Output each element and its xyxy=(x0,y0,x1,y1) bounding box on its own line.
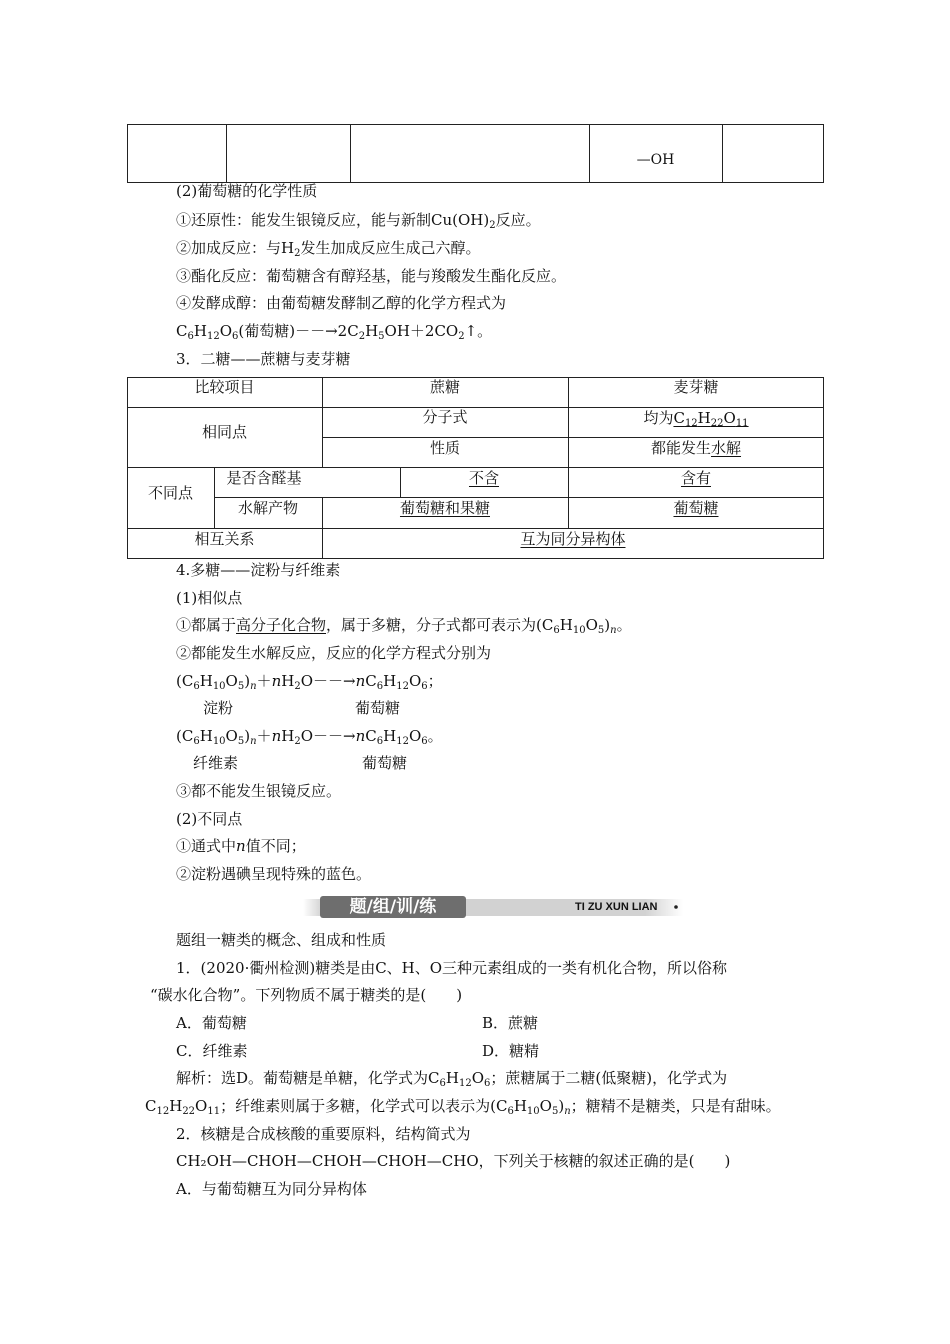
question-2-line-1: 2．核糖是合成核酸的重要原料，结构简式为 xyxy=(176,1125,471,1143)
question-1-option-a: A．葡萄糖 xyxy=(176,1014,247,1032)
hydrolysis-sucrose: 葡萄糖和果糖 xyxy=(399,499,490,517)
similarity-item-2: ②都能发生水解反应，反应的化学方程式分别为 xyxy=(176,644,492,662)
starch-label: 淀粉 xyxy=(203,699,234,717)
esterification-line: ③酯化反应：葡萄糖含有醇羟基，能与羧酸发生酯化反应。 xyxy=(176,267,567,285)
question-1-answer-line-2: $C_{12}H_{22}O_{11}$；纤维素则属于多糖，化学式可以表示为$(C_6H_{10}O_5)_n$；糖精不是糖类，只是有甜味。 xyxy=(145,1097,781,1117)
answer-part: 解析：选D。葡萄糖是单糖，化学式为 xyxy=(176,1069,429,1087)
same-points-label: 相同点 xyxy=(201,423,247,441)
top-table-hydroxyl-cell: —OH xyxy=(636,152,675,168)
question-1-line-2: “碳水化合物”。下列物质不属于糖类的是( ) xyxy=(150,986,463,1004)
question-2-line-2: CH₂OH—CHOH—CHOH—CHOH—CHO，下列关于核糖的叙述正确的是( ) xyxy=(176,1152,731,1170)
question-2-option-a: A．与葡萄糖互为同分异构体 xyxy=(176,1180,367,1198)
question-1-option-b: B．蔗糖 xyxy=(482,1014,539,1032)
exercise-group-title: 题组一糖类的概念、组成和性质 xyxy=(176,931,387,949)
reducibility-tail: 反应。 xyxy=(495,211,541,229)
formula-value xyxy=(568,408,824,428)
difference-item-1: ①通式中n值不同； xyxy=(176,837,306,855)
diff-points-label: 不同点 xyxy=(147,484,193,502)
property-label: 性质 xyxy=(429,439,460,457)
starch-hydrolysis-equation: $(C_6H_{10}O_5)_n+nH_2O--\to nC_6H_{12}O_6$； xyxy=(176,672,443,692)
section-heading: 4.多糖——淀粉与纤维素 xyxy=(176,561,341,579)
glucose-label: (葡萄糖) xyxy=(238,322,296,340)
similarity-heading: (1)相似点 xyxy=(176,589,243,607)
formula-prefix: 均为 xyxy=(643,409,674,427)
formula-label: 分子式 xyxy=(422,408,468,426)
relation-value: 互为同分异构体 xyxy=(520,530,626,548)
reducibility-line: ①还原性：能发生银镜反应，能与新制$Cu(OH)_2$反应。 xyxy=(176,211,541,231)
addition-line: ②加成反应：与$H_2$发生加成反应生成己六醇。 xyxy=(176,239,481,259)
property-prefix: 都能发生 xyxy=(650,439,711,457)
property-value xyxy=(568,438,824,458)
question-1-option-d: D．糖精 xyxy=(482,1042,540,1060)
question-1-line-1: 1．(2020·衢州检测)糖类是由C、H、O三种元素组成的一类有机化合物，所以俗称 xyxy=(176,959,728,977)
answer-part: ；蔗糖属于二糖(低聚糖)，化学式为 xyxy=(490,1069,728,1087)
top-table-divider xyxy=(722,124,723,183)
cellulose-label: 纤维素 xyxy=(193,754,239,772)
banner-pinyin: TI ZU XUN LIAN xyxy=(575,901,658,913)
addition-tail: 发生加成反应生成己六醇。 xyxy=(300,239,481,257)
hydrolysis-label: 水解产物 xyxy=(237,499,298,517)
answer-part: ；糖精不是糖类，只是有甜味。 xyxy=(570,1097,781,1115)
reducibility-text: ①还原性：能发生银镜反应，能与新制Cu(OH) xyxy=(176,211,490,229)
question-1-option-c: C．纤维素 xyxy=(176,1042,248,1060)
fermentation-equation: $C_6H_{12}O_6$(葡萄糖)$--\to 2C_2H_5OH+2CO_2↑$。 xyxy=(176,322,493,342)
difference-item-1-post: 值不同； xyxy=(245,837,306,855)
section-heading: (2)葡萄糖的化学性质 xyxy=(176,182,318,200)
section-heading: 3．二糖——蔗糖与麦芽糖 xyxy=(176,350,351,368)
hydrolysis-maltose: 葡萄糖 xyxy=(673,499,719,517)
answer-part: ；纤维素则属于多糖，化学式可以表示为 xyxy=(220,1097,491,1115)
addition-text: ②加成反应：与H xyxy=(176,239,295,257)
difference-heading: (2)不同点 xyxy=(176,810,243,828)
difference-item-2: ②淀粉遇碘呈现特殊的蓝色。 xyxy=(176,865,372,883)
top-table-divider xyxy=(350,124,351,183)
similarity-item-1-post: ，属于多糖，分子式都可表示为 xyxy=(326,616,537,634)
banner-title: 题/组/训/练 xyxy=(349,897,437,917)
top-table-divider xyxy=(226,124,227,183)
aldehyde-label: 是否含醛基 xyxy=(226,469,302,487)
cellulose-hydrolysis-equation: $(C_6H_{10}O_5)_n+nH_2O--\to nC_6H_{12}O_6$。 xyxy=(176,727,443,747)
aldehyde-maltose: 含有 xyxy=(680,469,711,487)
table-header-item: 比较项目 xyxy=(194,378,255,396)
glucose-product-label: 葡萄糖 xyxy=(355,699,401,717)
question-1-answer-line-1: 解析：选D。葡萄糖是单糖，化学式为$C_6H_{12}O_6$；蔗糖属于二糖(低聚糖)，化学式为 xyxy=(176,1069,728,1089)
similarity-item-3: ③都不能发生银镜反应。 xyxy=(176,782,342,800)
polymer-term: 高分子化合物 xyxy=(236,616,327,634)
glucose-product-label: 葡萄糖 xyxy=(362,754,408,772)
table-header-maltose: 麦芽糖 xyxy=(673,378,719,396)
table-header-sucrose: 蔗糖 xyxy=(429,378,460,396)
formula-molecular: $C_{12}H_{22}O_{11}$ xyxy=(673,409,749,429)
relation-label: 相互关系 xyxy=(194,530,255,548)
similarity-item-1-pre: ①都属于 xyxy=(176,616,237,634)
property-keyword: 水解 xyxy=(711,439,742,457)
similarity-item-1: ①都属于高分子化合物，属于多糖，分子式都可表示为$(C_6H_{10}O_5)_n$。 xyxy=(176,616,632,636)
fermentation-line: ④发酵成醇：由葡萄糖发酵制乙醇的化学方程式为 xyxy=(176,294,507,312)
aldehyde-sucrose: 不含 xyxy=(468,469,499,487)
difference-item-1-pre: ①通式中 xyxy=(176,837,237,855)
